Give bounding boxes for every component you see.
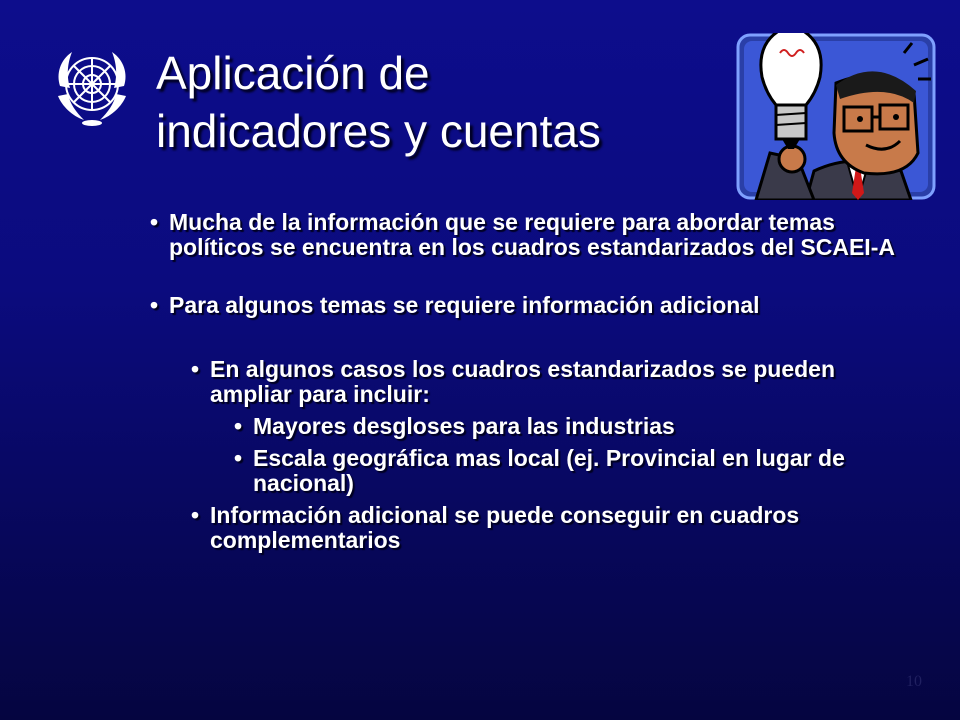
lightbulb-idea-man-icon (736, 33, 936, 200)
bullet-marker: • (191, 502, 200, 528)
bullet-text: Mucha de la información que se requiere para abordar temas políticos se encuentra en los cuadros estandarizados del SCAEI-A (169, 209, 895, 260)
bullet-marker: • (150, 209, 159, 235)
sub-sub-bullet-item-2 (234, 445, 913, 496)
title-line-2: indicadores y cuentas (156, 105, 601, 157)
sub-bullet-item-1 (191, 356, 900, 407)
title-line-1: Aplicación de (156, 47, 430, 99)
bullet-marker: • (234, 445, 243, 471)
bullet-item-1 (150, 209, 909, 260)
bullet-text: Información adicional se puede conseguir en cuadros complementarios (210, 502, 800, 553)
bullet-marker: • (150, 292, 159, 318)
bullet-text: Para algunos temas se requiere información adicional (169, 292, 760, 318)
united-nations-emblem-icon (50, 44, 134, 128)
sub-sub-bullet-item-1 (234, 413, 913, 439)
bullet-marker: • (234, 413, 243, 439)
bullet-text: Escala geográfica mas local (ej. Provincial en lugar de nacional) (253, 445, 845, 496)
page-number: 10 (906, 673, 922, 690)
bullet-item-2 (150, 292, 909, 318)
sub-bullet-item-2 (191, 502, 900, 553)
bullet-marker: • (191, 356, 200, 382)
bullet-text: En algunos casos los cuadros estandarizados se pueden ampliar para incluir: (210, 356, 836, 407)
bullet-text: Mayores desgloses para las industrias (253, 413, 675, 439)
slide-title (156, 44, 716, 160)
